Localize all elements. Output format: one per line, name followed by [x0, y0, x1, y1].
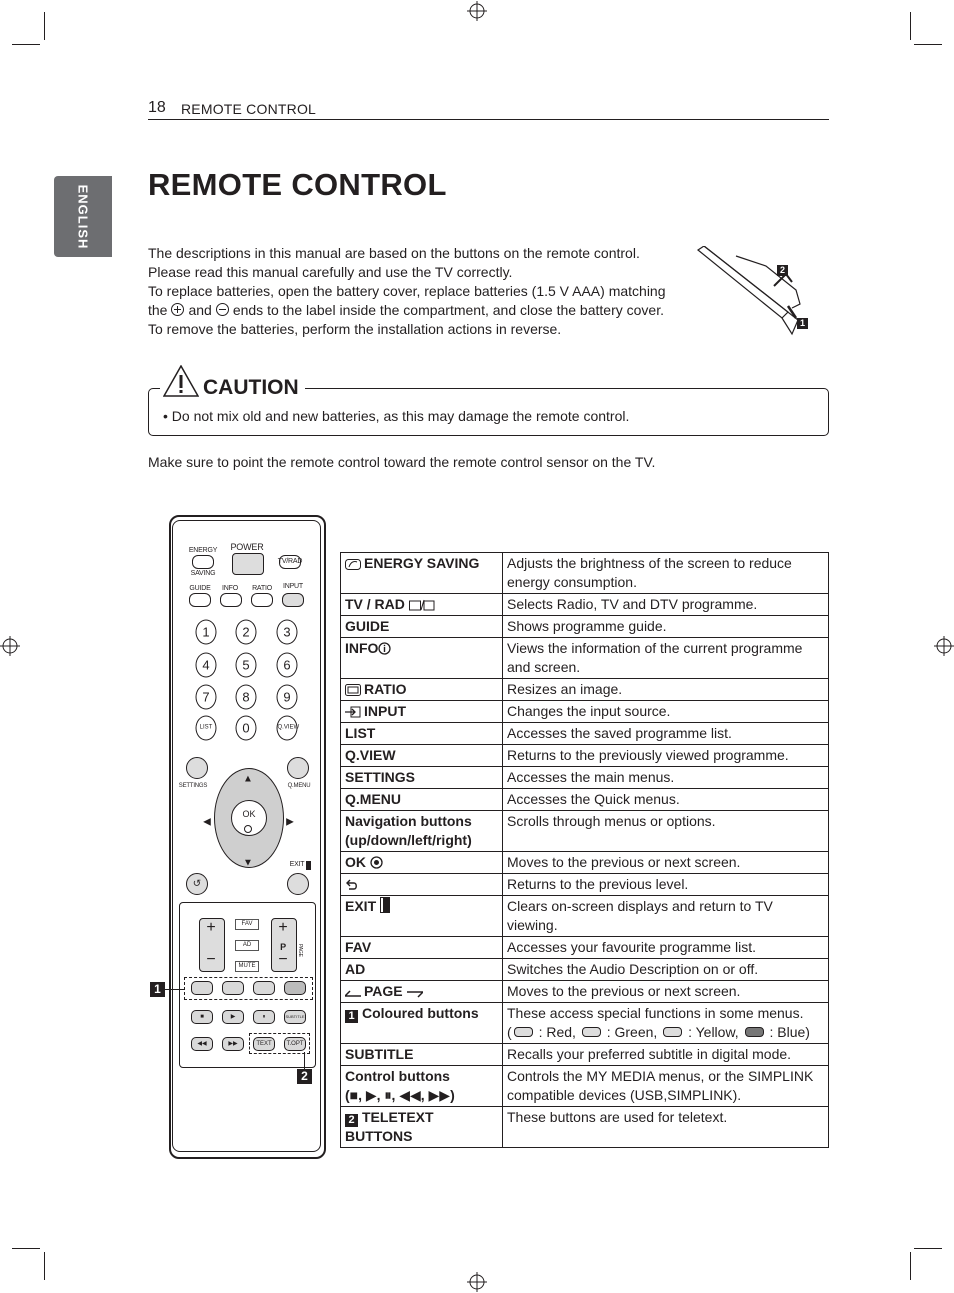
info-button [220, 593, 242, 607]
num-button-1: 1 [196, 620, 217, 645]
badge-2-leader [304, 1052, 305, 1069]
intro-line: To remove the batteries, perform the installation actions in reverse. [148, 321, 562, 337]
caution-text: • Do not mix old and new batteries, as this may damage the remote control. [163, 408, 630, 424]
intro-line: To replace batteries, open the battery cover, replace batteries (1.5 V AAA) matching [148, 283, 666, 299]
table-row: Q.VIEW Returns to the previously viewed programme. [341, 745, 829, 767]
caution-title: CAUTION [203, 376, 299, 399]
pause-button: ⏸ [253, 1010, 275, 1024]
remote-badge-1: 1 [150, 982, 165, 997]
intro-line: the and ends to the label inside the compartment, and close the battery cover. [148, 302, 664, 318]
subtitle-button: SUBTITLE [284, 1010, 306, 1024]
ratio-icon [345, 684, 361, 696]
fav-button: FAV [235, 919, 259, 930]
table-row: EXIT Clears on-screen displays and return to TV viewing. [341, 896, 829, 937]
badge-1: 1 [797, 318, 808, 329]
num-button-8: 8 [236, 685, 257, 710]
battery-cover-figure [696, 246, 810, 342]
tv-rad-button [279, 555, 301, 569]
crop-mark [910, 12, 911, 40]
remote-p-label: P [280, 942, 286, 952]
remote-guide-label: GUIDE [189, 585, 211, 592]
green-button [222, 981, 244, 995]
table-row: 1 Coloured buttons These access special functions in some menus. ( : Red, : Green, : Yellow, : Blue) [341, 1003, 829, 1044]
table-row: OK Moves to the previous or next screen. [341, 852, 829, 874]
table-row: INFO Views the information of the current programme and screen. [341, 638, 829, 679]
crop-mark [12, 44, 40, 45]
table-row: AD Switches the Audio Description on or off. [341, 959, 829, 981]
table-row: LIST Accesses the saved programme list. [341, 723, 829, 745]
table-row: TV / RAD Selects Radio, TV and DTV programme. [341, 594, 829, 616]
num-button-2: 2 [236, 620, 257, 645]
table-row: SUBTITLE Recalls your preferred subtitle in digital mode. [341, 1044, 829, 1066]
table-row: Q.MENU Accesses the Quick menus. [341, 789, 829, 811]
page-up-icon [345, 990, 361, 998]
remote-energy-label: ENERGY [188, 547, 218, 554]
nav-left-icon: ◀ [203, 816, 211, 828]
registration-mark-icon [467, 1, 487, 21]
plus-terminal-icon [171, 303, 184, 316]
yellow-button [253, 981, 275, 995]
ad-button: AD [235, 940, 259, 951]
registration-mark-icon [467, 1272, 487, 1292]
badge-1-leader [165, 989, 185, 990]
exit-icon [380, 897, 390, 913]
registration-mark-icon [0, 636, 20, 656]
ratio-button [251, 593, 273, 607]
crop-mark [12, 1248, 40, 1249]
intro-line: Please read this manual carefully and use the TV correctly. [148, 264, 513, 280]
nav-up-icon: ▲ [243, 773, 253, 785]
crop-mark [44, 1252, 45, 1280]
intro-line: The descriptions in this manual are based on the buttons on the remote control. [148, 245, 640, 261]
mute-button: MUTE [235, 961, 259, 972]
input-icon [345, 706, 361, 718]
page-title: REMOTE CONTROL [148, 167, 447, 202]
red-button-icon [514, 1027, 533, 1037]
num-button-3: 3 [277, 620, 298, 645]
num-button-4: 4 [196, 653, 217, 678]
green-button-icon [582, 1027, 601, 1037]
play-button: ▶ [222, 1010, 244, 1024]
topt-button: T.OPT [284, 1037, 306, 1051]
table-row: GUIDE Shows programme guide. [341, 616, 829, 638]
prog-plus-icon: + [278, 919, 288, 936]
vol-plus-icon: + [206, 919, 216, 936]
remote-page-label: PAGE [297, 944, 303, 957]
warning-icon [163, 365, 199, 397]
back-icon [345, 879, 358, 891]
table-row: INPUT Changes the input source. [341, 701, 829, 723]
energy-saving-icon [345, 559, 361, 570]
stop-button: ■ [191, 1010, 213, 1024]
red-button [191, 981, 213, 995]
input-button [282, 593, 304, 607]
vol-minus-icon: − [206, 951, 216, 968]
coloured-buttons-badge: 1 [345, 1010, 358, 1023]
nav-down-icon: ▼ [243, 857, 253, 869]
language-tab: ENGLISH [54, 176, 112, 257]
table-row: 2 TELETEXT BUTTONS These buttons are used for teletext. [341, 1107, 829, 1148]
num-button-5: 5 [236, 653, 257, 678]
table-row: PAGE Moves to the previous or next screen. [341, 981, 829, 1003]
num-button-7: 7 [196, 685, 217, 710]
text-button: TEXT [253, 1037, 275, 1051]
table-row: Navigation buttons (up/down/left/right) Scrolls through menus or options. [341, 811, 829, 852]
registration-mark-icon [934, 636, 954, 656]
page-down-icon [407, 990, 423, 998]
crop-mark [914, 44, 942, 45]
remote-info-label: INFO [222, 585, 238, 592]
running-header: REMOTE CONTROL [181, 101, 317, 117]
nav-right-icon: ▶ [286, 816, 294, 828]
table-row: FAV Accesses your favourite programme list. [341, 937, 829, 959]
crop-mark [910, 1252, 911, 1280]
table-row: ENERGY SAVING Adjusts the brightness of the screen to reduce energy consumption. [341, 553, 829, 594]
ok-button: OK [231, 800, 267, 836]
remote-tvrad-label: TV/RAD [277, 558, 303, 565]
remote-badge-2: 2 [297, 1069, 312, 1084]
button-description-table [340, 552, 829, 1148]
header-rule [148, 119, 829, 120]
badge-2: 2 [777, 265, 788, 276]
num-button-9: 9 [277, 685, 298, 710]
remote-qmenu-label: Q.MENU [287, 783, 311, 789]
intro-text [148, 244, 693, 339]
blue-button-icon [745, 1027, 764, 1037]
table-row: Returns to the previous level. [341, 874, 829, 896]
energy-saving-button [192, 555, 214, 569]
forward-button: ▶▶ [222, 1037, 244, 1051]
minus-terminal-icon [216, 303, 229, 316]
num-button-6: 6 [277, 653, 298, 678]
table-row: SETTINGS Accesses the main menus. [341, 767, 829, 789]
crop-mark [44, 12, 45, 40]
rewind-button: ◀◀ [191, 1037, 213, 1051]
back-icon: ↺ [192, 878, 202, 890]
prog-minus-icon: − [278, 951, 288, 968]
info-icon [378, 642, 391, 655]
qview-button: Q.VIEW [277, 716, 298, 741]
crop-mark [914, 1248, 942, 1249]
remote-settings-label: SETTINGS [178, 783, 208, 789]
blue-button [284, 981, 306, 995]
num-button-0: 0 [236, 716, 257, 741]
remote-exit-label: EXIT [289, 861, 305, 868]
remote-input-label: INPUT [282, 583, 304, 590]
settings-button [186, 757, 208, 779]
qmenu-button [287, 757, 309, 779]
yellow-button-icon [663, 1027, 682, 1037]
exit-button [287, 873, 309, 895]
remote-ratio-label: RATIO [252, 585, 272, 592]
ok-icon [370, 856, 383, 869]
page-number: 18 [148, 99, 166, 116]
exit-icon [306, 861, 311, 870]
remote-power-label: POWER [230, 542, 264, 552]
table-row: Control buttons (■, ▶, ⏸, ◀◀, ▶▶) Controls the MY MEDIA menus, or the SIMPLINK compatible devices (USB,SIMPLINK). [341, 1066, 829, 1107]
list-button: LIST [196, 716, 217, 741]
ok-dot-icon [244, 825, 252, 833]
table-row: RATIO Resizes an image. [341, 679, 829, 701]
power-button [232, 553, 264, 575]
teletext-badge: 2 [345, 1114, 358, 1127]
sensor-note: Make sure to point the remote control toward the remote control sensor on the TV. [148, 454, 656, 470]
guide-button [189, 593, 211, 607]
tv-radio-icon [409, 599, 435, 611]
remote-saving-label: SAVING [190, 570, 216, 577]
